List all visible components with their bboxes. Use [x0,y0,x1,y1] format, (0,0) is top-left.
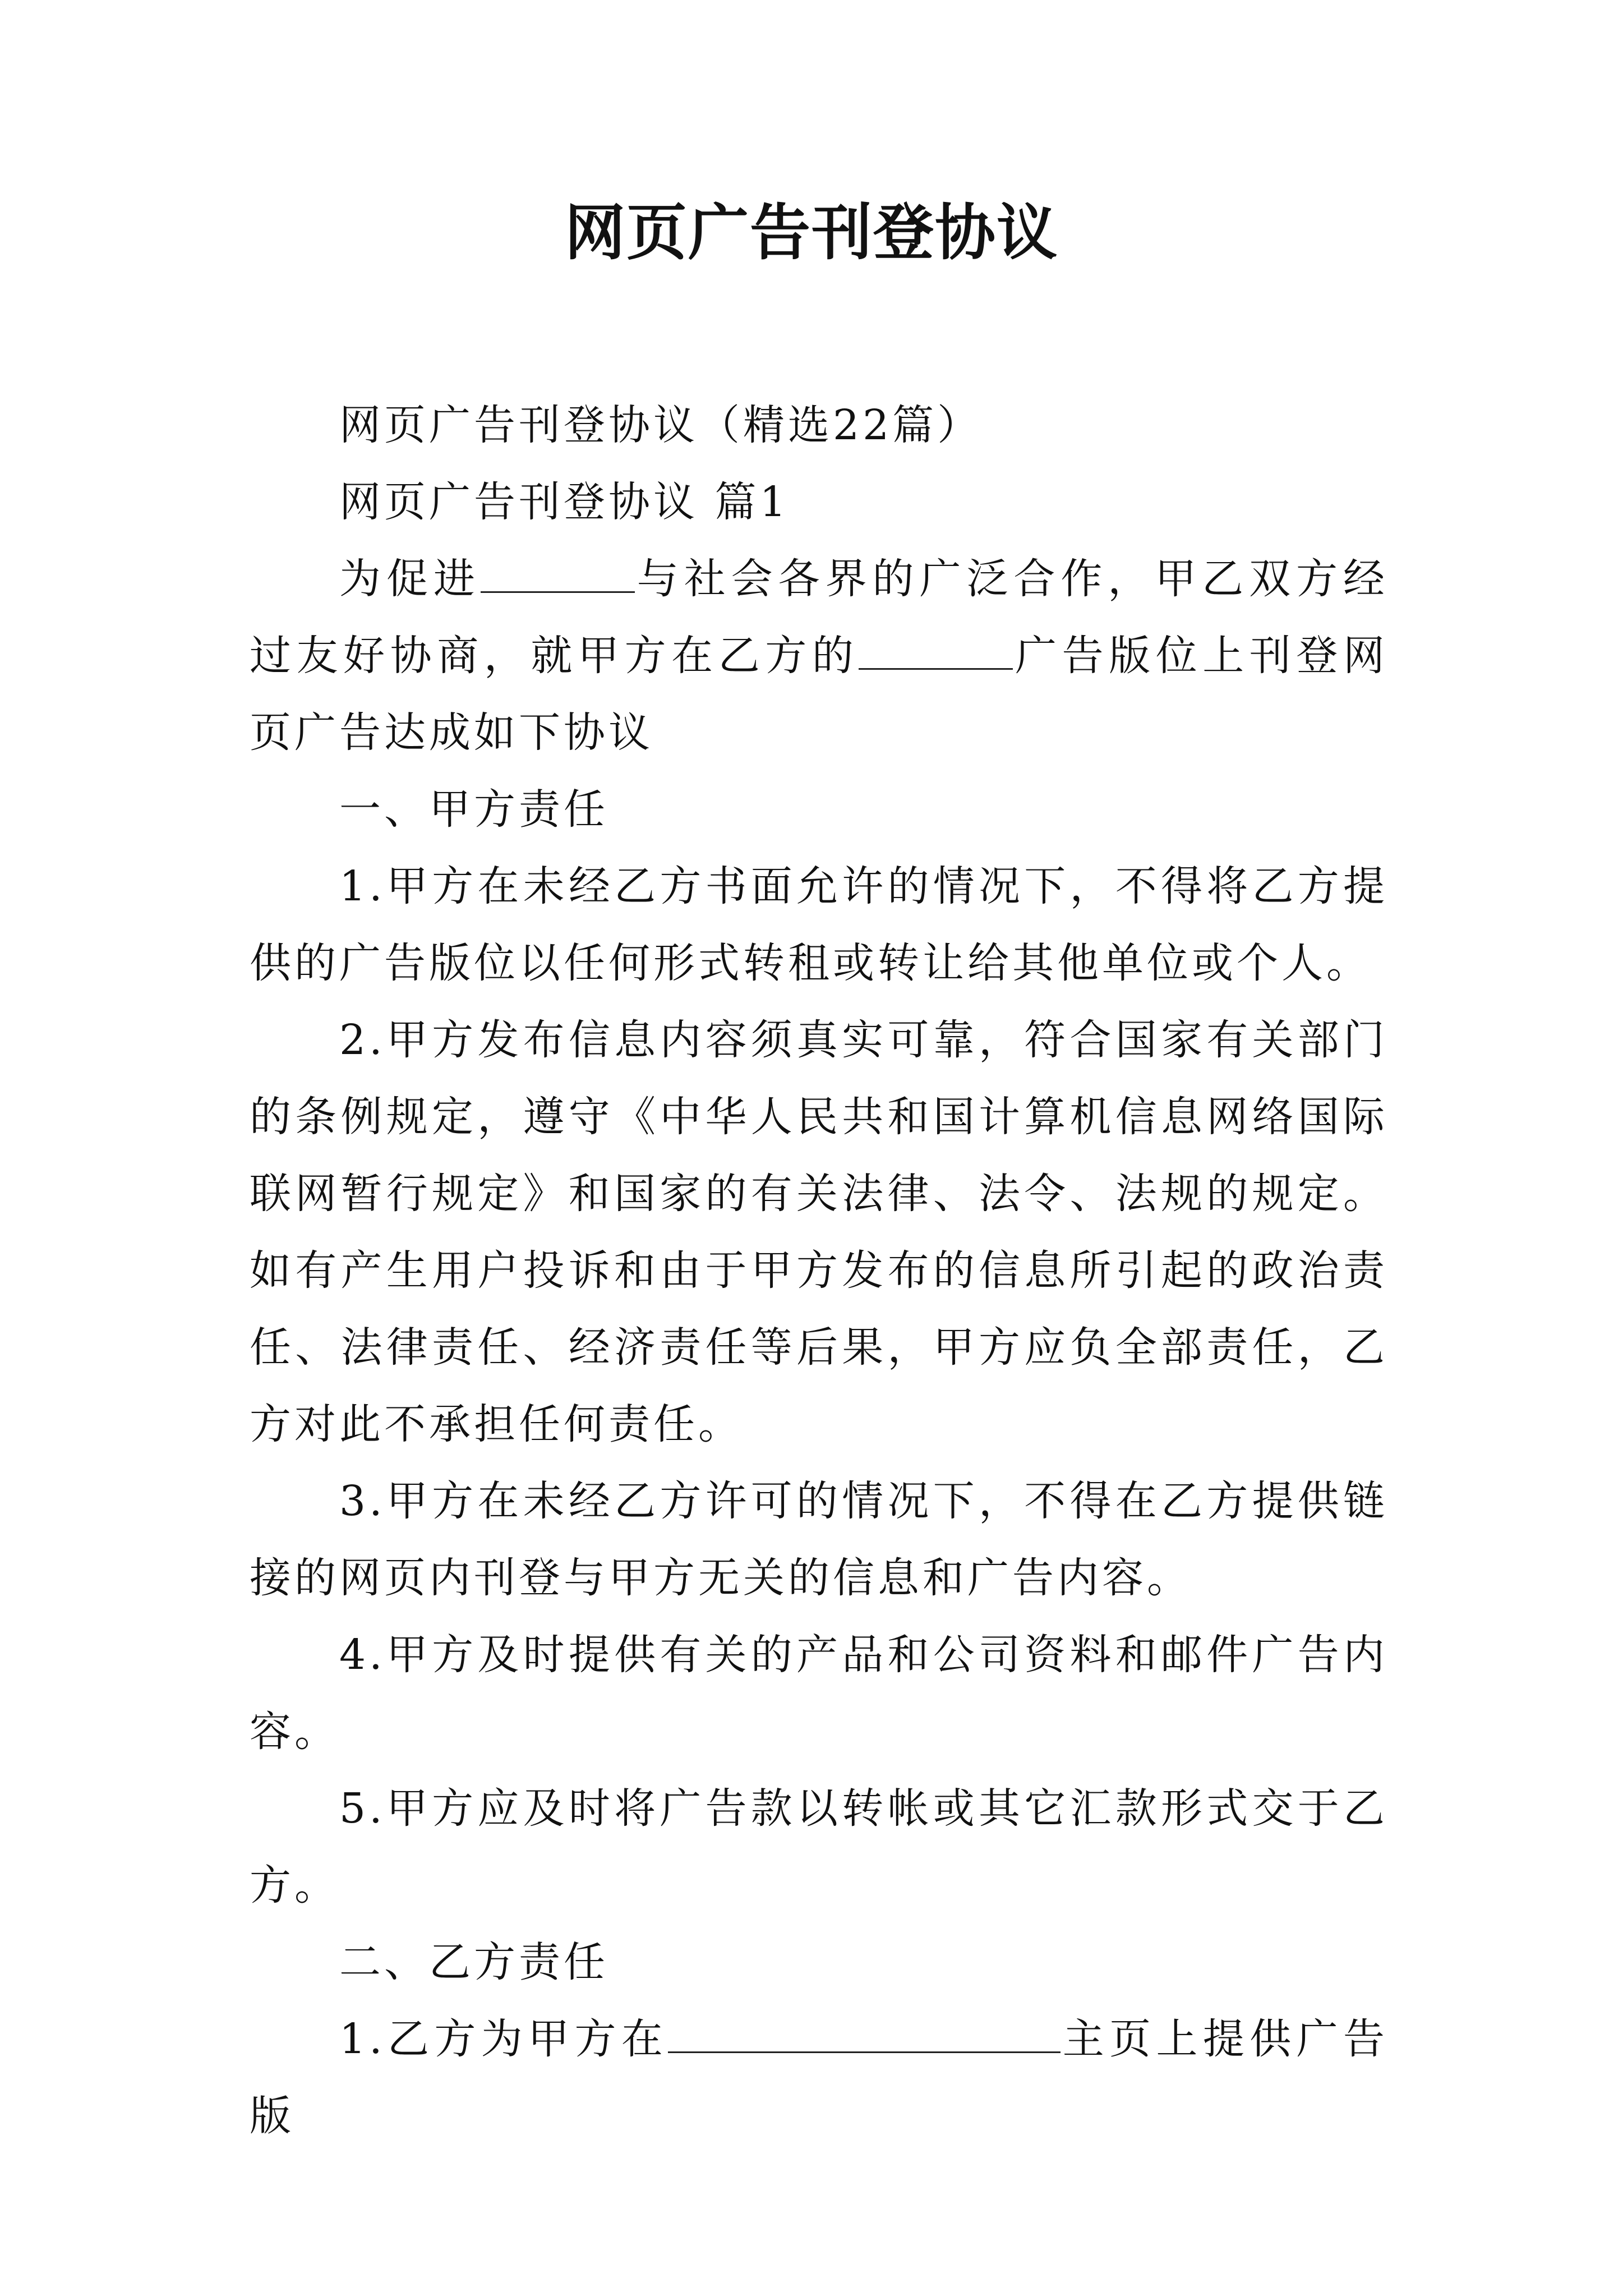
paragraph-clause: 3.甲方在未经乙方许可的情况下，不得在乙方提供链接的网页内刊登与甲方无关的信息和广告内容。 [250,1477,1388,1602]
fill-in-blank [668,2018,1061,2053]
paragraph-clause: 1.乙方为甲方在 主页上提供广告版 [250,2015,1389,2140]
paragraph-heading-party-a: 一、甲方责任 [339,785,608,834]
fill-in-blank [859,634,1013,670]
paragraph-subtitle: 网页广告刊登协议（精选22篇） [339,401,983,449]
document-title: 网页广告刊登协议 [564,197,1058,268]
paragraph-clause: 5.甲方应及时将广告款以转帐或其它汇款形式交于乙方。 [250,1784,1388,1910]
paragraph-section-heading: 网页广告刊登协议 篇1 [339,478,790,526]
paragraph-heading-party-b: 二、乙方责任 [339,1938,608,1986]
paragraph-clause: 1.甲方在未经乙方书面允许的情况下，不得将乙方提供的广告版位以任何形式转租或转让给其他单位或个人。 [250,862,1388,987]
paragraph-clause: 4.甲方及时提供有关的产品和公司资料和邮件广告内容。 [250,1631,1388,1756]
paragraph-intro: 为促进 与社会各界的广泛合作，甲乙双方经过友好协商，就甲方在乙方的 广告版位上刊登网页广告达成如下协议 [250,555,1389,757]
fill-in-blank [481,558,635,593]
document-body [250,387,1388,2155]
paragraph-clause: 2.甲方发布信息内容须真实可靠，符合国家有关部门的条例规定，遵守《中华人民共和国计算机信息网络国际联网暂行规定》和国家的有关法律、法令、法规的规定。如有产生用户投诉和由于甲方发布的信息所引起的政治责任、法律责任、经济责任等后果，甲方应负全部责任，乙方对此不承担任何责任。 [250,1016,1388,1448]
